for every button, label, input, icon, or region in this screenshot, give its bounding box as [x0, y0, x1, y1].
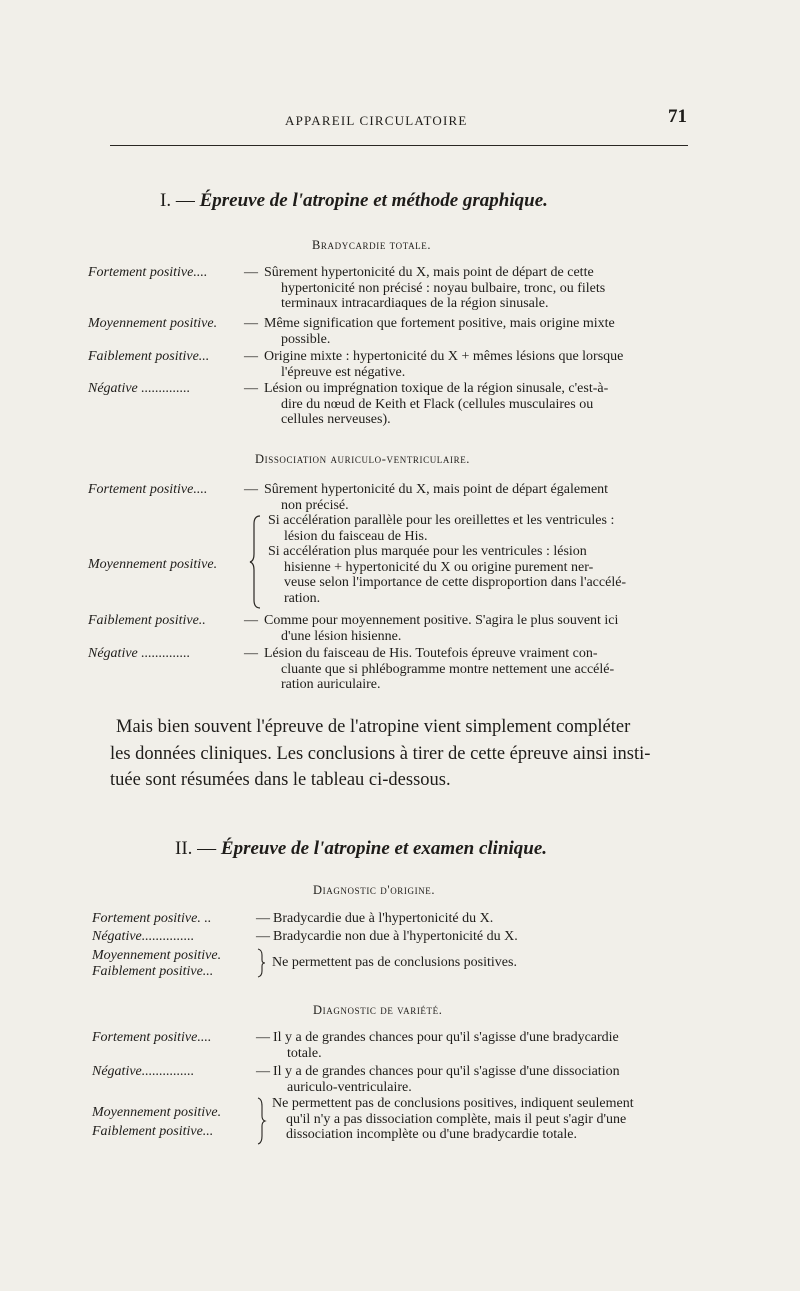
line: Lésion du faisceau de His. Toutefois épreuve vraiment con- [264, 646, 598, 661]
row-text [273, 1064, 620, 1095]
brace-icon [256, 948, 266, 978]
section-2-number: II. — [175, 838, 217, 859]
row-label: Fortement positive.... [88, 265, 208, 280]
line: Lésion ou imprégnation toxique de la région sinusale, c'est-à- [264, 381, 609, 396]
dash: — [244, 316, 258, 331]
line: Sûrement hypertonicité du X, mais point de départ de cette [264, 265, 594, 280]
line: Même signification que fortement positive, mais origine mixte [264, 316, 615, 331]
row-label: Fortement positive.... [88, 482, 208, 497]
body-paragraph [110, 714, 651, 794]
subheading-bradycardie: Bradycardie totale. [312, 238, 432, 252]
line: totale. [287, 1045, 322, 1061]
row-text [264, 349, 623, 380]
line: Il y a de grandes chances pour qu'il s'agisse d'une bradycardie [273, 1030, 619, 1045]
row-label: Négative .............. [88, 646, 191, 661]
line: Comme pour moyennement positive. S'agira le plus souvent ici [264, 613, 619, 628]
row-label: Moyennement positive. [88, 557, 218, 572]
dash: — [256, 911, 270, 926]
dash: — [244, 646, 258, 661]
line: non précisé. [281, 497, 349, 513]
line: terminaux intracardiaques de la région sinusale. [281, 296, 549, 311]
line: auriculo-ventriculaire. [287, 1079, 412, 1095]
row-label: Négative .............. [88, 381, 191, 396]
row-text [273, 1030, 619, 1061]
line: hypertonicité non précisé : noyau bulbaire, tronc, ou filets [281, 280, 606, 296]
line: hisienne + hypertonicité du X ou origine purement ner- [284, 559, 594, 575]
brace-icon [255, 1097, 267, 1145]
dash: — [244, 613, 258, 628]
line: les données cliniques. Les conclusions à tirer de cette épreuve ainsi insti- [110, 743, 651, 764]
row-label: Négative............... [92, 929, 195, 944]
row-label: Fortement positive.... [92, 1030, 212, 1045]
row-text [264, 646, 614, 693]
subheading-variete: Diagnostic de variété. [313, 1003, 443, 1017]
row-label: Faiblement positive.. [88, 613, 206, 628]
row-text: Bradycardie due à l'hypertonicité du X. [273, 911, 494, 926]
subheading-dissociation: Dissociation auriculo-ventriculaire. [255, 452, 471, 466]
line: ration auriculaire. [281, 677, 381, 692]
running-title: APPAREIL CIRCULATOIRE [285, 113, 468, 128]
dash: — [244, 381, 258, 396]
line: Origine mixte : hypertonicité du X + mêmes lésions que lorsque [264, 349, 624, 364]
row-label: Faiblement positive... [88, 349, 210, 364]
line: Si accélération plus marquée pour les ventricules : lésion [268, 544, 587, 559]
line: ration. [284, 590, 321, 606]
line: veuse selon l'importance de cette disproportion dans l'accélé- [284, 575, 627, 590]
line: dire du nœud de Keith et Flack (cellules musculaires ou [281, 396, 594, 412]
row-text: Ne permettent pas de conclusions positives. [272, 955, 517, 970]
row-label: Moyennement positive. [92, 1105, 222, 1120]
brace-icon [249, 514, 265, 610]
line: cellules nerveuses). [281, 412, 391, 427]
dash: — [244, 349, 258, 364]
dash: — [244, 265, 258, 280]
row-label: Moyennement positive. [92, 948, 222, 963]
section-2-title [175, 838, 547, 860]
line: Sûrement hypertonicité du X, mais point de départ également [264, 482, 609, 497]
line: Si accélération parallèle pour les oreillettes et les ventricules : [268, 513, 615, 528]
row-label: Négative............... [92, 1064, 195, 1079]
line: Mais bien souvent l'épreuve de l'atropine vient simplement compléter [116, 717, 631, 737]
line: qu'il n'y a pas dissociation complète, mais il peut s'agir d'une [286, 1111, 627, 1127]
row-label: Faiblement positive... [92, 1124, 214, 1139]
row-text [264, 381, 608, 428]
page-number: 71 [668, 106, 687, 127]
row-text [264, 482, 608, 513]
section-1-number: I. — [160, 190, 195, 211]
header-rule [110, 145, 688, 146]
line: d'une lésion hisienne. [281, 628, 402, 644]
line: tuée sont résumées dans le tableau ci-dessous. [110, 770, 451, 790]
dash: — [244, 482, 258, 497]
row-text: Bradycardie non due à l'hypertonicité du X. [273, 929, 518, 944]
dash: — [256, 929, 270, 944]
dash: — [256, 1030, 270, 1045]
line: cluante que si phlébogramme montre nettement une accélé- [281, 661, 615, 677]
section-1-title [160, 190, 548, 212]
section-2-title-text: Épreuve de l'atropine et examen clinique. [220, 838, 548, 859]
section-1-title-text: Épreuve de l'atropine et méthode graphique. [199, 190, 548, 211]
row-text [272, 1096, 634, 1143]
subheading-origine: Diagnostic d'origine. [313, 883, 436, 897]
row-label: Moyennement positive. [88, 316, 218, 331]
line: lésion du faisceau de His. [284, 528, 428, 544]
row-label: Fortement positive. .. [92, 911, 212, 926]
line: Il y a de grandes chances pour qu'il s'agisse d'une dissociation [273, 1064, 620, 1079]
line: Ne permettent pas de conclusions positives, indiquent seulement [272, 1096, 634, 1111]
row-label: Faiblement positive... [92, 964, 214, 979]
row-text [264, 613, 618, 644]
line: l'épreuve est négative. [281, 364, 406, 380]
row-text [264, 316, 615, 347]
line: dissociation incomplète ou d'une bradycardie totale. [286, 1127, 577, 1142]
row-text [264, 265, 605, 312]
row-text [268, 513, 626, 606]
dash: — [256, 1064, 270, 1079]
line: possible. [281, 331, 331, 347]
